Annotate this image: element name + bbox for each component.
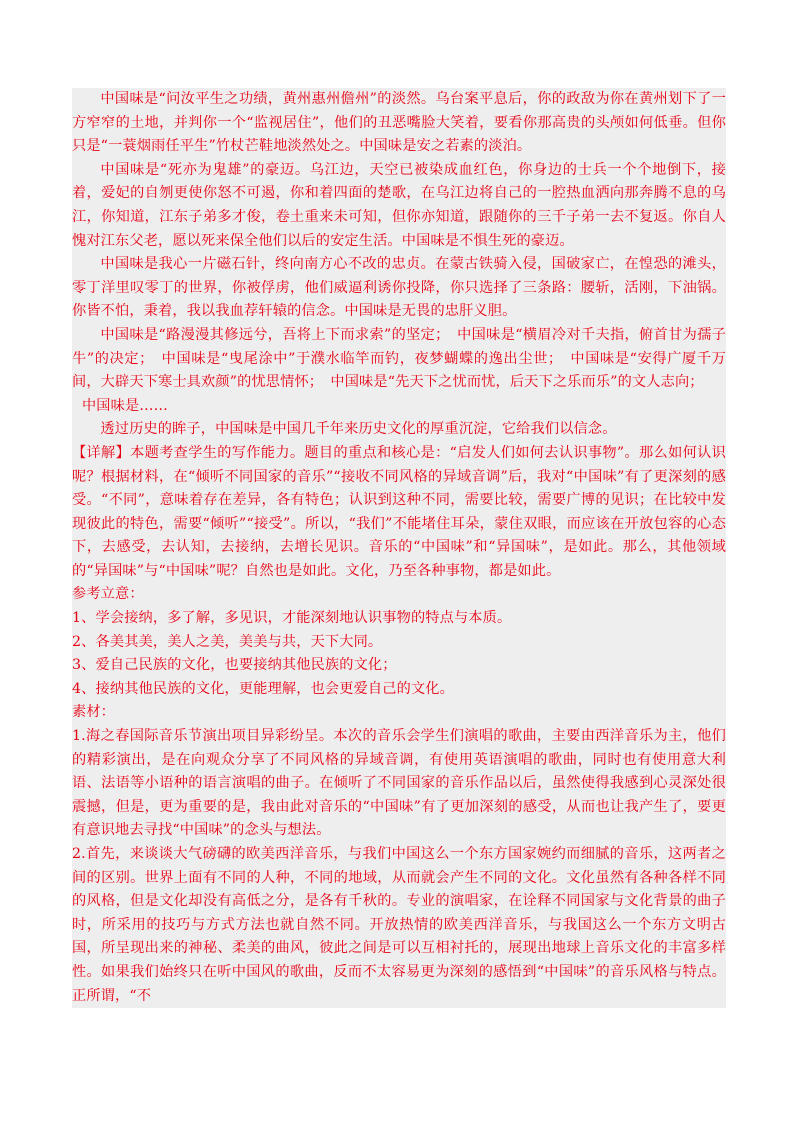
material-heading: 素材： — [72, 704, 116, 721]
material-item: 2.首先，来谈谈大气磅礴的欧美西洋音乐，与我们中国这么一个东方国家婉约而细腻的音乐，这两者之间的区别。世界上面有不同的人种，不同的地域，从而就会产生不同的文化。文化虽然有各种各样不同的风格，但是文化却没有高低之分，是各有千秋的。专业的演唱家，在诠释不同国家与文化背景的曲子时，所采用的技巧与方式方法也就自然不同。开放热情的欧美西洋音乐，与我国这么一个东方文明古国，所呈现出来的神秘、柔美的曲风，彼此之间是可以互相衬托的，展现出地球上音乐文化的丰富多样性。如果我们始终只在听中国风的歌曲，反而不太容易更为深刻的感悟到“中国味”的音乐风格与特点。正所谓，“不 — [72, 846, 726, 1004]
explanation-paragraph: 【详解】本题考查学生的写作能力。题目的重点和核心是：“启发人们如何去认识事物”。那么如何认识呢？根据材料，在“倾听不同国家的音乐”“接收不同风格的异域音调”后，我对“中国味”有了更深刻的感受。“不同”，意味着存在差异，各有特色；认识到这种不同，需要比较，需要广博的见识；在比较中发现彼此的特色，需要“倾听”“接受”。所以，“我们”不能堵住耳朵，蒙住双眼，而应该在开放包容的心态下，去感受，去认知，去接纳，去增长见识。音乐的“中国味”和“异国味”，是如此。那么，其他领域的“异国味”与“中国味”呢？自然也是如此。文化，乃至各种事物，都是如此。 — [72, 444, 726, 579]
reference-heading: 参考立意： — [72, 586, 144, 603]
reference-item: 3、爱自己民族的文化，也要接纳其他民族的文化； — [72, 657, 397, 674]
essay-paragraph: 中国味是“路漫漫其修远兮，吾将上下而求索”的坚定； 中国味是“横眉冷对千夫指，俯首甘为孺子牛”的决定； 中国味是“曳尾涂中”于濮水临竿而钓，夜梦蝴蝶的逸出尘世； 中国味是“安得广厦千万间，大辟天下寒士具欢颜”的忧思情怀； 中国味是“先天下之忧而忧，后天下之乐而乐”的文人志向； — [72, 326, 726, 391]
reference-item: 1、学会接纳，多了解，多见识，才能深刻地认识事物的特点与本质。 — [72, 610, 512, 627]
reference-item: 2、各美其美，美人之美，美美与共，天下大同。 — [72, 633, 383, 650]
essay-paragraph: 中国味是“问汝平生之功绩，黄州惠州儋州”的淡然。乌台案平息后，你的政敌为你在黄州划下了一方窄窄的土地，并判你一个“监视居住”，他们的丑恶嘴脸大笑着，要看你那高贵的头颅如何低垂。但你只是“一蓑烟雨任平生”竹杖芒鞋地淡然处之。中国味是安之若素的淡泊。 — [72, 91, 726, 155]
essay-paragraph: 中国味是“死亦为鬼雄”的豪迈。乌江边，天空已被染成血红色，你身边的士兵一个个地倒下，接着，爱妃的自刎更使你怒不可遏，你和着四面的楚歌，在乌江边将自己的一腔热血洒向那奔腾不息的乌江，你知道，江东子弟多才俊，卷土重来未可知，但你亦知道，跟随你的三千子弟一去不复返。你自人愧对江东父老，愿以死来保全他们以后的安定生活。中国味是不惧生死的豪迈。 — [72, 161, 726, 249]
material-item: 1.海之春国际音乐节演出项目异彩纷呈。本次的音乐会学生们演唱的歌曲，主要由西洋音乐为主，他们的精彩演出，是在向观众分享了不同风格的异域音调，有使用英语演唱的歌曲，同时也有使用意大利语、法语等小语种的语言演唱的曲子。在倾听了不同国家的音乐作品以后，虽然使得我感到心灵深处很震撼，但是，更为重要的是，我由此对音乐的“中国味”有了更加深刻的感受，从而也让我产生了，要更有意识地去寻找“中国味”的念头与想法。 — [72, 728, 726, 839]
essay-conclusion: 透过历史的眸子，中国味是中国几千年来历史文化的厚重沉淀，它给我们以信念。 — [100, 421, 617, 438]
essay-paragraph: 中国味是…… — [81, 397, 168, 414]
reference-item: 4、接纳其他民族的文化，更能理解，也会更爱自己的文化。 — [72, 680, 454, 697]
essay-paragraph: 中国味是我心一片磁石针，终向南方心不改的忠贞。在蒙古铁骑入侵，国破家亡，在惶恐的滩头，零丁洋里叹零丁的世界，你被俘虏，他们威逼利诱你投降，你只选择了三条路：腰斩，活刚，下油锅。你皆不怕，秉着，我以我血荐轩辕的信念。中国味是无畏的忠肝义胆。 — [72, 256, 726, 320]
answer-text-block — [72, 88, 726, 1008]
